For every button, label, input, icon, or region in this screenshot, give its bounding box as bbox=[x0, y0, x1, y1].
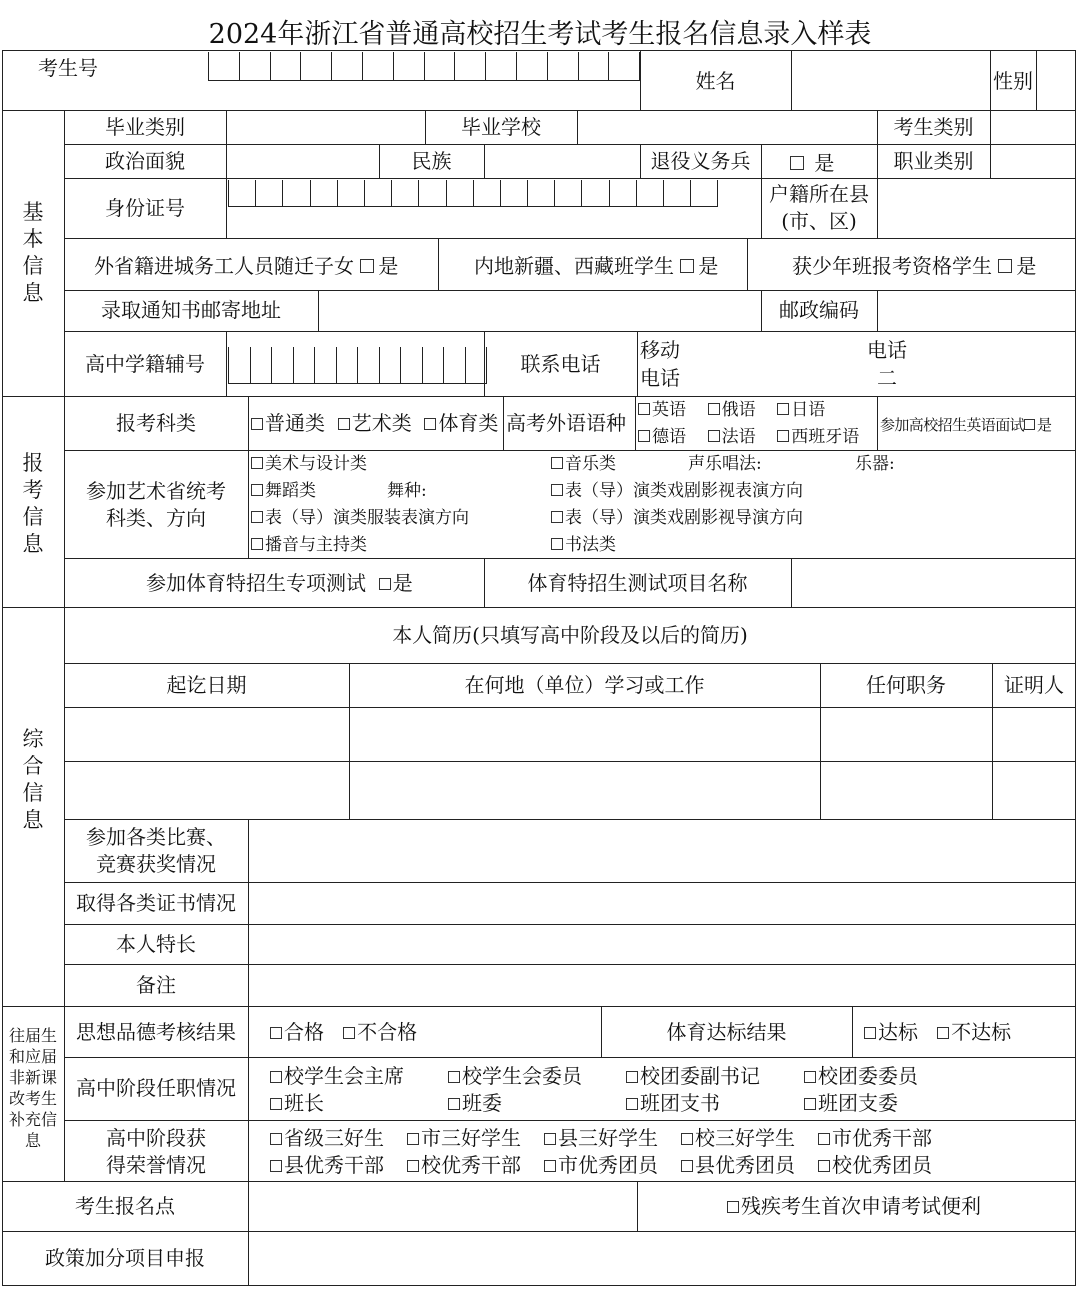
moral-label: 思想品德考核结果 bbox=[76, 1020, 236, 1044]
honor-option-label: 市三好学生 bbox=[421, 1126, 521, 1150]
checkbox[interactable] bbox=[626, 1098, 638, 1110]
honor-option-label: 市优秀干部 bbox=[832, 1126, 932, 1150]
checkbox[interactable] bbox=[804, 1071, 816, 1083]
section-basic-label: 基本信息 bbox=[22, 200, 44, 305]
checkbox[interactable] bbox=[251, 484, 263, 496]
sport-items-label: 体育特招生测试项目名称 bbox=[527, 571, 748, 595]
checkbox[interactable] bbox=[937, 1027, 949, 1039]
art-option-label: 音乐类 bbox=[565, 454, 616, 474]
lang-options-row1[interactable] bbox=[638, 398, 825, 422]
oral-yes: 是 bbox=[1037, 416, 1052, 434]
col-divider bbox=[635, 396, 636, 450]
art-option-label: 表（导）演类服装表演方向 bbox=[265, 508, 469, 528]
col-divider bbox=[226, 331, 227, 396]
subject-label: 报考科类 bbox=[116, 411, 196, 435]
row-divider bbox=[2, 1006, 1076, 1007]
checkbox[interactable] bbox=[638, 403, 650, 415]
honor-option-label: 校优秀干部 bbox=[421, 1153, 521, 1177]
honor-option[interactable] bbox=[544, 1126, 658, 1150]
honor-option[interactable] bbox=[407, 1153, 521, 1177]
honor-option[interactable] bbox=[544, 1153, 658, 1177]
row-divider bbox=[2, 110, 1076, 111]
lang-option: 西班牙语 bbox=[791, 427, 860, 447]
row-divider bbox=[64, 761, 1076, 762]
checkbox[interactable] bbox=[551, 484, 563, 496]
checkbox[interactable] bbox=[551, 457, 563, 469]
post-option-label: 班团支委 bbox=[818, 1091, 898, 1115]
art-option[interactable] bbox=[251, 506, 469, 530]
art-option[interactable] bbox=[551, 506, 803, 530]
gender-label: 性别 bbox=[993, 69, 1033, 93]
col-divider bbox=[503, 396, 504, 450]
row-divider bbox=[64, 331, 1076, 332]
row-divider bbox=[64, 663, 1076, 664]
exam-no-boxes[interactable] bbox=[208, 52, 640, 80]
col-divider bbox=[1036, 50, 1037, 110]
lang-option: 法语 bbox=[721, 427, 756, 447]
row-divider bbox=[64, 819, 1076, 820]
checkbox[interactable] bbox=[727, 1201, 739, 1213]
sport-test-label: 参加体育特招生专项测试 bbox=[146, 571, 366, 595]
checkbox[interactable] bbox=[270, 1133, 282, 1145]
post-option[interactable] bbox=[626, 1064, 760, 1088]
post-option[interactable] bbox=[448, 1064, 582, 1088]
row-divider bbox=[64, 1120, 1076, 1121]
ethnicity-label: 民族 bbox=[411, 149, 452, 173]
checkbox[interactable] bbox=[251, 538, 263, 550]
checkbox[interactable] bbox=[777, 403, 789, 415]
col-divider bbox=[877, 290, 878, 331]
resume-col-witness: 证明人 bbox=[1004, 673, 1064, 697]
checkbox[interactable] bbox=[626, 1071, 638, 1083]
juvenile-label: 获少年班报考资格学生 bbox=[792, 254, 992, 278]
honor-label-2: 得荣誉情况 bbox=[106, 1153, 206, 1177]
candidate-category-label: 考生类别 bbox=[893, 115, 974, 139]
subject-option: 体育类 bbox=[438, 411, 499, 435]
row-divider bbox=[64, 290, 1076, 291]
art-option[interactable] bbox=[551, 479, 803, 503]
resume-title: 本人简历(只填写高中阶段及以后的简历) bbox=[392, 623, 748, 647]
art-label-2: 科类、方向 bbox=[106, 506, 206, 530]
disability-option[interactable] bbox=[727, 1194, 981, 1218]
honor-option[interactable] bbox=[818, 1126, 932, 1150]
section-apply-label: 报考信息 bbox=[22, 451, 44, 556]
row-divider bbox=[208, 80, 640, 81]
checkbox[interactable] bbox=[251, 511, 263, 523]
art-option-label: 播音与主持类 bbox=[265, 535, 367, 555]
form-title: 2024年浙江省普通高校招生考试考生报名信息录入样表 bbox=[208, 19, 872, 50]
checkbox[interactable] bbox=[790, 156, 804, 170]
subject-option: 普通类 bbox=[265, 411, 325, 435]
art-option-label: 表（导）演类戏剧影视导演方向 bbox=[565, 508, 803, 528]
household-label-2: (市、区) bbox=[781, 209, 857, 233]
post-option-label: 校团委副书记 bbox=[640, 1064, 760, 1088]
mobile-label-2: 电话 bbox=[640, 366, 680, 390]
form-frame bbox=[2, 50, 1076, 1286]
checkbox[interactable] bbox=[544, 1133, 556, 1145]
post-option-label: 校学生会委员 bbox=[462, 1064, 582, 1088]
resume-col-post: 任何职务 bbox=[866, 673, 946, 697]
post-option-label: 班长 bbox=[284, 1091, 324, 1115]
checkbox[interactable] bbox=[551, 511, 563, 523]
mail-addr-label: 录取通知书邮寄地址 bbox=[101, 298, 281, 322]
pe-label: 体育达标结果 bbox=[666, 1020, 787, 1044]
col-divider bbox=[877, 178, 878, 238]
col-divider bbox=[248, 819, 249, 1006]
household-label-1: 户籍所在县 bbox=[769, 182, 869, 206]
yes-text: 是 bbox=[698, 254, 719, 278]
checkbox[interactable] bbox=[379, 578, 391, 590]
checkbox[interactable] bbox=[360, 259, 374, 273]
checkbox[interactable] bbox=[270, 1071, 282, 1083]
bonus-label: 政策加分项目申报 bbox=[45, 1246, 205, 1270]
checkbox[interactable] bbox=[270, 1027, 282, 1039]
art-option-label: 书法类 bbox=[565, 535, 616, 555]
name-label: 姓名 bbox=[695, 69, 736, 93]
moral-options[interactable] bbox=[270, 1020, 417, 1044]
col-divider bbox=[577, 110, 578, 144]
checkbox[interactable] bbox=[681, 1160, 693, 1172]
pe-options[interactable] bbox=[864, 1020, 1011, 1044]
post-option-label: 班委 bbox=[462, 1091, 502, 1115]
postcode-label: 邮政编码 bbox=[779, 298, 859, 322]
cert-label: 取得各类证书情况 bbox=[76, 891, 236, 915]
honor-option-label: 省级三好生 bbox=[284, 1126, 384, 1150]
post-option[interactable] bbox=[804, 1091, 898, 1115]
row-divider bbox=[64, 707, 1076, 708]
checkbox[interactable] bbox=[448, 1098, 460, 1110]
dance-kind-label: 舞种: bbox=[387, 481, 427, 501]
art-option-label: 美术与设计类 bbox=[265, 454, 367, 474]
checkbox[interactable] bbox=[777, 430, 789, 442]
col-divider bbox=[484, 144, 485, 178]
checkbox[interactable] bbox=[638, 430, 650, 442]
honor-option[interactable] bbox=[681, 1126, 795, 1150]
row-divider bbox=[2, 607, 1076, 608]
honor-option-label: 县三好学生 bbox=[558, 1126, 658, 1150]
contest-label-2: 竞赛获奖情况 bbox=[96, 852, 216, 876]
veteran-yes: 是 bbox=[814, 151, 835, 175]
checkbox[interactable] bbox=[998, 259, 1012, 273]
subject-options[interactable] bbox=[251, 411, 498, 435]
row-divider bbox=[64, 924, 1076, 925]
id-no-label: 身份证号 bbox=[105, 196, 185, 220]
post-option[interactable] bbox=[448, 1091, 502, 1115]
art-option-label: 表（导）演类戏剧影视表演方向 bbox=[565, 481, 803, 501]
migrant-label: 外省籍进城务工人员随迁子女 bbox=[94, 254, 354, 278]
post-option[interactable] bbox=[626, 1091, 720, 1115]
col-divider bbox=[791, 558, 792, 607]
col-divider bbox=[791, 50, 792, 110]
checkbox[interactable] bbox=[338, 418, 350, 430]
checkbox[interactable] bbox=[708, 430, 720, 442]
honor-option[interactable] bbox=[681, 1153, 795, 1177]
grad-category-label: 毕业类别 bbox=[105, 115, 185, 139]
honor-label-1: 高中阶段获 bbox=[106, 1126, 206, 1150]
checkbox[interactable] bbox=[544, 1160, 556, 1172]
row-divider bbox=[2, 1231, 1076, 1232]
checkbox[interactable] bbox=[1024, 419, 1035, 430]
talent-label: 本人特长 bbox=[116, 932, 196, 956]
honor-option[interactable] bbox=[270, 1126, 384, 1150]
honor-option-label: 校三好学生 bbox=[695, 1126, 795, 1150]
col-divider bbox=[438, 238, 439, 290]
contest-label-1: 参加各类比赛、 bbox=[86, 825, 226, 849]
veteran-label: 退役义务兵 bbox=[650, 149, 751, 173]
col-divider bbox=[226, 178, 227, 238]
contact-label: 联系电话 bbox=[520, 352, 601, 376]
col-divider bbox=[852, 1006, 853, 1057]
pe-option: 达标 bbox=[878, 1020, 918, 1044]
col-divider bbox=[990, 110, 991, 178]
post-label: 高中阶段任职情况 bbox=[76, 1076, 236, 1100]
checkbox[interactable] bbox=[551, 538, 563, 550]
instrument-label: 乐器: bbox=[855, 454, 895, 474]
grad-school-label: 毕业学校 bbox=[461, 115, 541, 139]
col-divider bbox=[637, 331, 638, 396]
moral-option: 不合格 bbox=[357, 1020, 418, 1044]
art-option[interactable] bbox=[251, 452, 367, 476]
row-divider bbox=[64, 144, 1076, 145]
xinjiang-option[interactable] bbox=[474, 254, 718, 278]
school-reg-boxes[interactable] bbox=[228, 347, 487, 384]
resume-col-place: 在何地（单位）学习或工作 bbox=[464, 673, 705, 697]
row-divider bbox=[64, 238, 1076, 239]
checkbox[interactable] bbox=[251, 418, 263, 430]
pe-option: 不达标 bbox=[951, 1020, 1012, 1044]
honor-option-label: 市优秀团员 bbox=[558, 1153, 658, 1177]
honor-option[interactable] bbox=[270, 1153, 384, 1177]
col-divider bbox=[747, 238, 748, 290]
art-option[interactable] bbox=[251, 533, 367, 557]
veteran-option[interactable] bbox=[790, 151, 834, 175]
art-option[interactable] bbox=[251, 479, 316, 503]
disability-label: 残疾考生首次申请考试便利 bbox=[741, 1194, 981, 1218]
site-label: 考生报名点 bbox=[75, 1194, 175, 1218]
id-no-boxes[interactable] bbox=[228, 180, 718, 207]
row-divider bbox=[64, 964, 1076, 965]
honor-option-label: 县优秀干部 bbox=[284, 1153, 384, 1177]
post-option[interactable] bbox=[270, 1091, 324, 1115]
col-divider bbox=[761, 144, 762, 178]
row-divider bbox=[64, 558, 1076, 559]
checkbox[interactable] bbox=[407, 1160, 419, 1172]
lang-option: 德语 bbox=[652, 427, 686, 447]
checkbox[interactable] bbox=[448, 1071, 460, 1083]
lang-options-row2[interactable] bbox=[638, 425, 859, 449]
post-option-label: 校学生会主席 bbox=[284, 1064, 404, 1088]
oral-label: 参加高校招生英语面试 bbox=[880, 416, 1025, 434]
lang-option: 英语 bbox=[652, 400, 686, 420]
post-option-label: 班团支书 bbox=[640, 1091, 720, 1115]
col-divider bbox=[877, 396, 878, 450]
resume-col-date: 起讫日期 bbox=[166, 673, 247, 697]
col-divider bbox=[226, 110, 227, 178]
yes-text: 是 bbox=[1016, 254, 1037, 278]
col-divider bbox=[248, 1006, 249, 1181]
migrant-option[interactable] bbox=[94, 254, 398, 278]
art-label-1: 参加艺术省统考 bbox=[86, 479, 226, 503]
art-option[interactable] bbox=[551, 452, 616, 476]
art-option[interactable] bbox=[551, 533, 616, 557]
checkbox[interactable] bbox=[407, 1133, 419, 1145]
honor-option-label: 县优秀团员 bbox=[695, 1153, 795, 1177]
exam-no-label: 考生号 bbox=[38, 56, 98, 80]
oral-option[interactable] bbox=[880, 413, 1051, 437]
post-option-label: 校团委委员 bbox=[818, 1064, 918, 1088]
phone2-label-1: 电话 bbox=[867, 338, 907, 362]
row-divider bbox=[64, 450, 1076, 451]
checkbox[interactable] bbox=[818, 1160, 830, 1172]
row-divider bbox=[2, 396, 1076, 397]
post-option[interactable] bbox=[804, 1064, 918, 1088]
juvenile-option[interactable] bbox=[792, 254, 1036, 278]
section-supplement-label: 往届生和应届非新课改考生补充信息 bbox=[8, 1026, 57, 1150]
xinjiang-label: 内地新疆、西藏班学生 bbox=[474, 254, 674, 278]
checkbox[interactable] bbox=[251, 457, 263, 469]
checkbox[interactable] bbox=[818, 1133, 830, 1145]
section-general-label: 综合信息 bbox=[22, 727, 44, 832]
political-label: 政治面貌 bbox=[105, 149, 185, 173]
note-label: 备注 bbox=[136, 973, 176, 997]
col-divider bbox=[637, 1181, 638, 1231]
checkbox[interactable] bbox=[708, 403, 720, 415]
subject-option: 艺术类 bbox=[351, 411, 412, 435]
foreign-label: 高考外语语种 bbox=[506, 411, 626, 435]
row-divider bbox=[64, 1057, 1076, 1058]
checkbox[interactable] bbox=[681, 1133, 693, 1145]
mobile-label-1: 移动 bbox=[640, 338, 680, 362]
honor-option-label: 校优秀团员 bbox=[832, 1153, 932, 1177]
col-divider bbox=[318, 290, 319, 331]
checkbox[interactable] bbox=[343, 1027, 355, 1039]
moral-option: 合格 bbox=[284, 1020, 324, 1044]
school-reg-label: 高中学籍辅号 bbox=[85, 352, 205, 376]
sport-yes: 是 bbox=[392, 571, 413, 595]
row-divider bbox=[64, 178, 1076, 179]
honor-option[interactable] bbox=[407, 1126, 521, 1150]
col-divider bbox=[248, 1181, 249, 1286]
col-divider bbox=[248, 396, 249, 558]
yes-text: 是 bbox=[378, 254, 399, 278]
row-divider bbox=[2, 1181, 1076, 1182]
vocation-category-label: 职业类别 bbox=[893, 149, 974, 173]
post-option[interactable] bbox=[270, 1064, 404, 1088]
vocal-label: 声乐唱法: bbox=[688, 454, 762, 474]
sport-test-option[interactable] bbox=[146, 571, 413, 595]
lang-option: 日语 bbox=[791, 400, 826, 420]
honor-option[interactable] bbox=[818, 1153, 932, 1177]
phone2-label-2: 二 bbox=[877, 366, 897, 390]
lang-option: 俄语 bbox=[721, 400, 756, 420]
checkbox[interactable] bbox=[680, 259, 694, 273]
art-option-label: 舞蹈类 bbox=[265, 481, 316, 501]
checkbox[interactable] bbox=[864, 1027, 876, 1039]
checkbox[interactable] bbox=[804, 1098, 816, 1110]
checkbox[interactable] bbox=[270, 1160, 282, 1172]
checkbox[interactable] bbox=[424, 418, 436, 430]
row-divider bbox=[64, 882, 1076, 883]
checkbox[interactable] bbox=[270, 1098, 282, 1110]
